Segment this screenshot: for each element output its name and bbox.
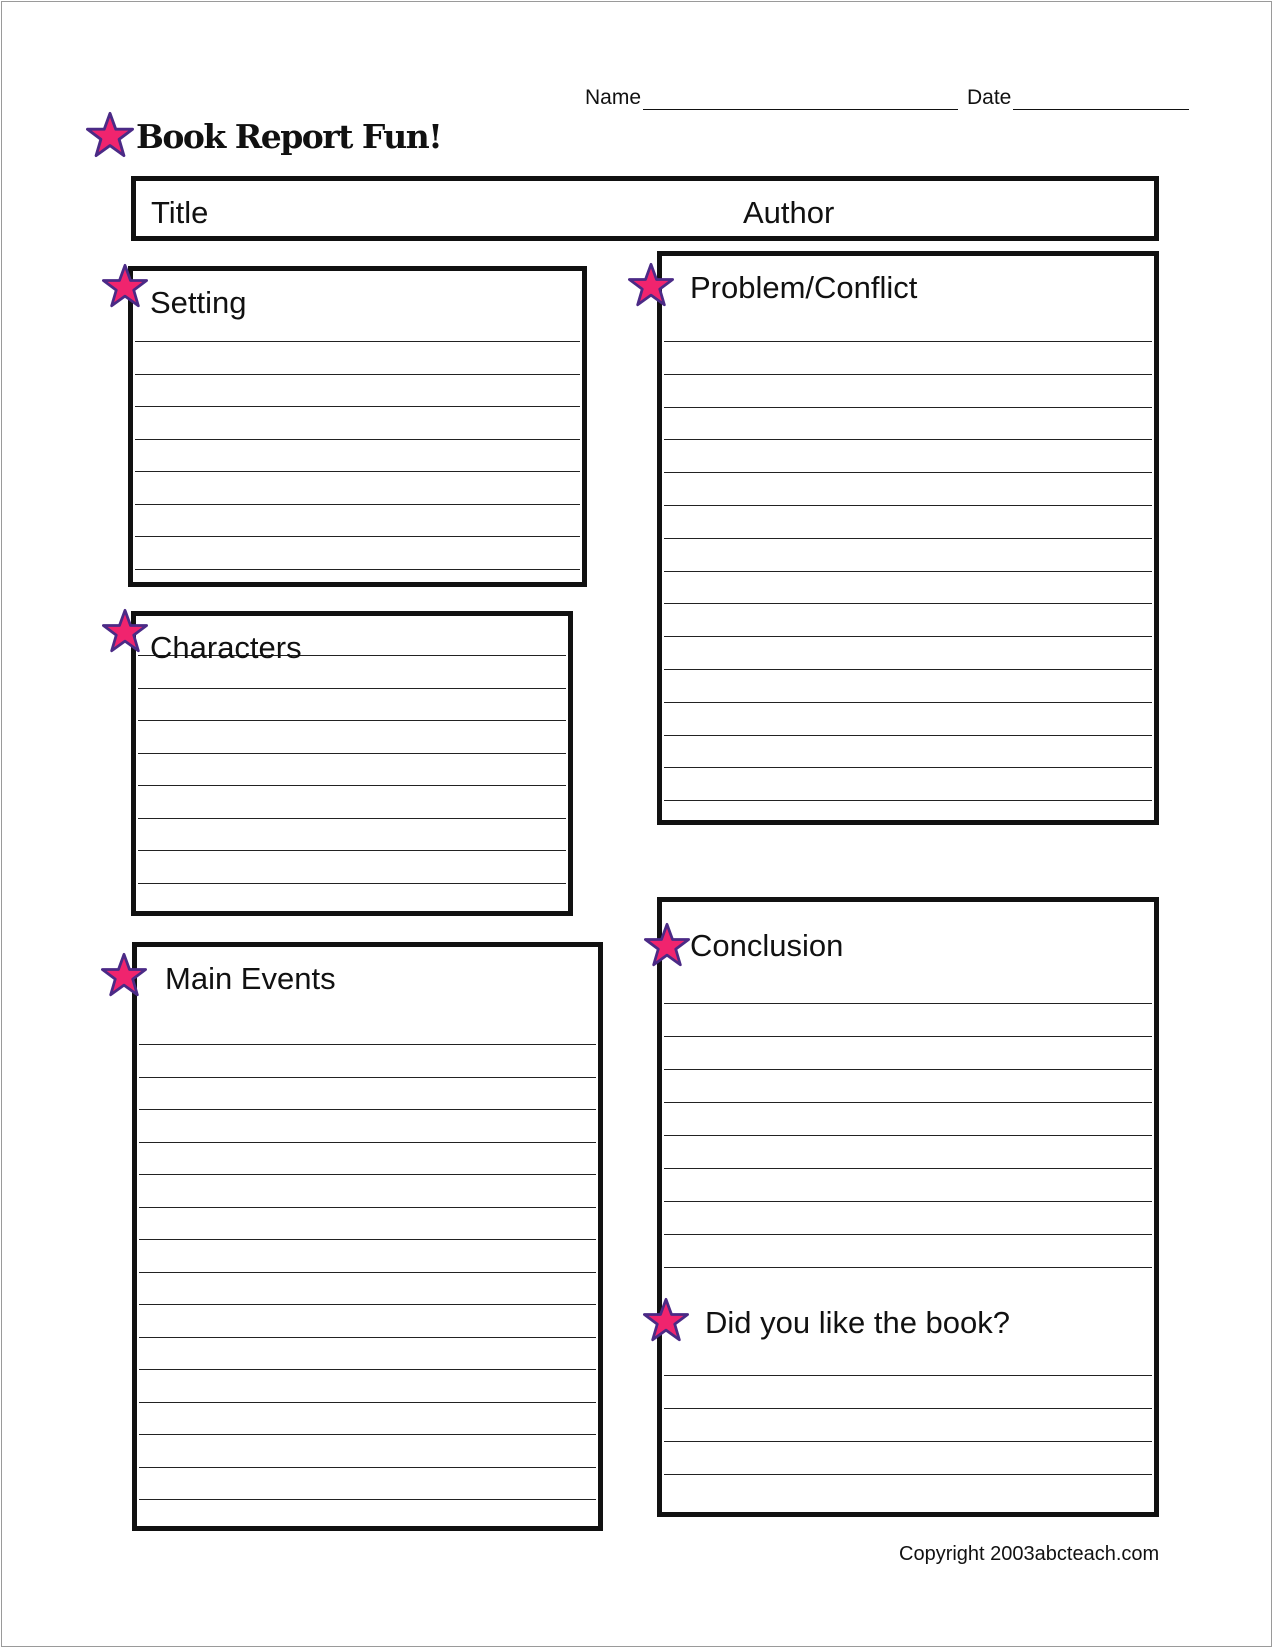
star-icon (644, 922, 690, 968)
characters-label: Characters (150, 630, 302, 665)
date-blank[interactable] (1013, 89, 1189, 110)
writing-line[interactable] (138, 850, 566, 851)
title-label: Title (151, 195, 209, 230)
writing-line[interactable] (139, 1304, 596, 1305)
writing-line[interactable] (664, 1201, 1152, 1202)
writing-line[interactable] (138, 818, 566, 819)
problem-conflict-label: Problem/Conflict (690, 270, 918, 305)
writing-line[interactable] (138, 753, 566, 754)
writing-line[interactable] (139, 1369, 596, 1370)
writing-line[interactable] (139, 1174, 596, 1175)
writing-line[interactable] (664, 1003, 1152, 1004)
writing-line[interactable] (138, 883, 566, 884)
title-author-box[interactable] (131, 176, 1159, 241)
writing-line[interactable] (664, 767, 1152, 768)
writing-line[interactable] (664, 571, 1152, 572)
writing-line[interactable] (135, 536, 580, 537)
writing-line[interactable] (664, 1267, 1152, 1268)
writing-line[interactable] (664, 636, 1152, 637)
star-icon (102, 263, 148, 309)
writing-line[interactable] (664, 1234, 1152, 1235)
writing-line[interactable] (664, 374, 1152, 375)
writing-line[interactable] (139, 1434, 596, 1435)
writing-line[interactable] (135, 406, 580, 407)
writing-line[interactable] (664, 1408, 1152, 1409)
writing-line[interactable] (139, 1239, 596, 1240)
problem-conflict-box[interactable] (657, 251, 1159, 825)
writing-line[interactable] (138, 720, 566, 721)
writing-line[interactable] (664, 1069, 1152, 1070)
writing-line[interactable] (139, 1207, 596, 1208)
writing-line[interactable] (664, 538, 1152, 539)
main-events-label: Main Events (165, 961, 336, 996)
conclusion-box[interactable] (657, 897, 1159, 1517)
star-icon (86, 111, 134, 159)
writing-line[interactable] (139, 1467, 596, 1468)
writing-line[interactable] (135, 374, 580, 375)
writing-line[interactable] (139, 1077, 596, 1078)
writing-line[interactable] (664, 407, 1152, 408)
star-icon (643, 1297, 689, 1343)
writing-line[interactable] (664, 1036, 1152, 1037)
writing-line[interactable] (664, 1474, 1152, 1475)
writing-line[interactable] (135, 471, 580, 472)
writing-line[interactable] (664, 1441, 1152, 1442)
writing-line[interactable] (139, 1142, 596, 1143)
writing-line[interactable] (135, 341, 580, 342)
star-icon (628, 262, 674, 308)
star-icon (102, 608, 148, 654)
name-label: Name (585, 86, 642, 109)
date-field[interactable] (967, 86, 1189, 110)
writing-line[interactable] (139, 1109, 596, 1110)
writing-line[interactable] (664, 505, 1152, 506)
copyright-text: Copyright 2003abcteach.com (899, 1543, 1160, 1565)
setting-label: Setting (150, 285, 247, 320)
writing-line[interactable] (139, 1499, 596, 1500)
writing-line[interactable] (664, 603, 1152, 604)
writing-line[interactable] (664, 1375, 1152, 1376)
name-blank[interactable] (643, 89, 958, 110)
did-you-like-label: Did you like the book? (705, 1305, 1011, 1340)
name-field[interactable] (585, 86, 958, 110)
writing-line[interactable] (664, 1168, 1152, 1169)
writing-line[interactable] (664, 702, 1152, 703)
writing-line[interactable] (139, 1402, 596, 1403)
writing-line[interactable] (138, 688, 566, 689)
page-title: Book Report Fun! (136, 117, 442, 156)
writing-line[interactable] (135, 504, 580, 505)
writing-line[interactable] (664, 1102, 1152, 1103)
writing-line[interactable] (135, 439, 580, 440)
writing-line[interactable] (664, 472, 1152, 473)
writing-line[interactable] (664, 735, 1152, 736)
writing-line[interactable] (139, 1044, 596, 1045)
writing-line[interactable] (664, 341, 1152, 342)
date-label: Date (967, 86, 1012, 109)
writing-line[interactable] (139, 1337, 596, 1338)
conclusion-label: Conclusion (690, 928, 844, 963)
writing-line[interactable] (135, 569, 580, 570)
writing-line[interactable] (664, 669, 1152, 670)
writing-line[interactable] (664, 800, 1152, 801)
writing-line[interactable] (664, 439, 1152, 440)
writing-line[interactable] (139, 1272, 596, 1273)
star-icon (101, 952, 147, 998)
main-events-box[interactable] (132, 942, 603, 1531)
writing-line[interactable] (138, 785, 566, 786)
author-label: Author (743, 195, 835, 230)
writing-line[interactable] (664, 1135, 1152, 1136)
